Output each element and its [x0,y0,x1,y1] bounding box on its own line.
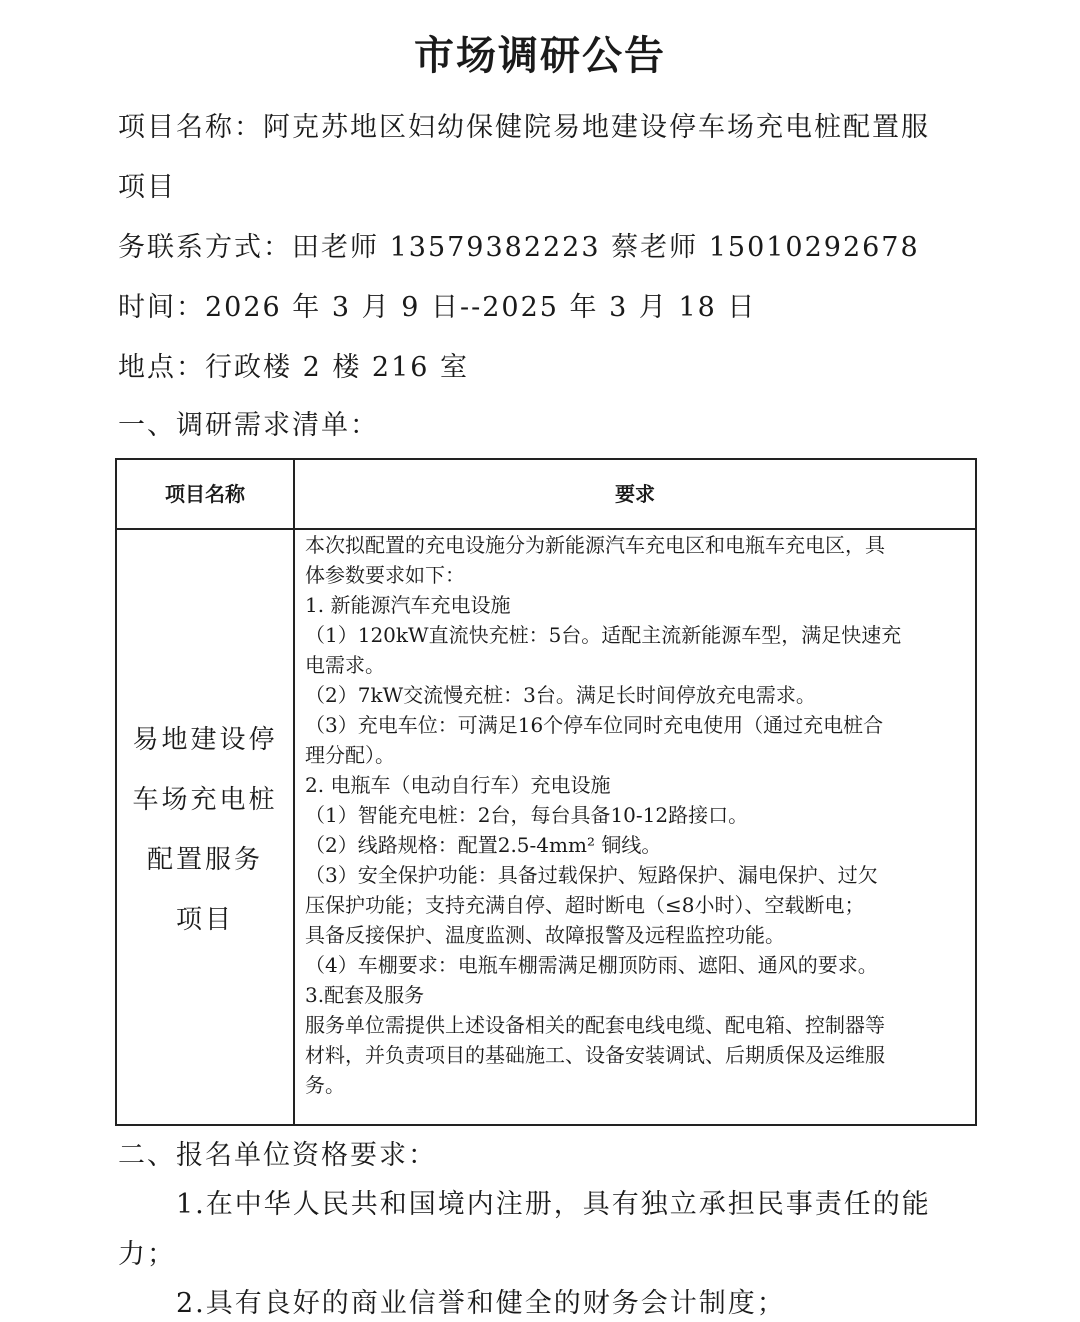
requirement-line: 材料，并负责项目的基础施工、设备安装调试、后期质保及运维服 [305,1043,885,1067]
project-name-cell-line: 项目 [175,905,234,935]
table-cell-project-name [117,710,293,950]
contact-info: 务联系方式：田老师 13579382223 蔡老师 15010292678 [118,232,920,263]
project-name-cell-line: 车场充电桩 [132,785,278,815]
location-info: 地点：行政楼 2 楼 216 室 [118,352,470,383]
requirements-table [115,458,977,1126]
requirement-line: （3）安全保护功能：具备过载保护、短路保护、漏电保护、过欠 [305,863,878,887]
requirement-line: （2）线路规格：配置2.5-4mm² 铜线。 [305,833,662,857]
requirement-line: （2）7kW交流慢充桩：3台。满足长时间停放充电需求。 [305,683,816,707]
project-name-line-1: 项目名称：阿克苏地区妇幼保健院易地建设停车场充电桩配置服 [118,112,930,143]
table-header-requirements: 要求 [615,482,655,506]
requirement-line: （4）车棚要求：电瓶车棚需满足棚顶防雨、遮阳、通风的要求。 [305,953,878,977]
requirement-line: 体参数要求如下： [305,563,465,587]
requirement-line: 3.配套及服务 [305,983,425,1007]
requirement-line: 电需求。 [305,653,385,677]
requirement-line: （1）120kW直流快充桩：5台。适配主流新能源车型，满足快速充 [305,623,902,647]
requirement-line: （1）智能充电桩：2台，每台具备10-12路接口。 [305,803,749,827]
requirement-line: 服务单位需提供上述设备相关的配套电线电缆、配电箱、控制器等 [305,1013,885,1037]
requirement-line: 理分配）。 [305,743,395,767]
requirement-line: 2. 电瓶车（电动自行车）充电设施 [305,773,611,797]
page-title: 市场调研公告 [414,33,666,79]
requirement-line: 压保护功能；支持充满自停、超时断电（≤8小时）、空载断电； [305,893,865,917]
requirement-line: 具备反接保护、温度监测、故障报警及远程监控功能。 [305,923,785,947]
requirement-line: 务。 [305,1073,345,1097]
section-2-heading: 二、报名单位资格要求： [118,1140,437,1171]
requirement-line: 1. 新能源汽车充电设施 [305,593,511,617]
qualification-1-line-2: 力； [118,1239,176,1270]
table-header-project-name: 项目名称 [165,482,245,506]
qualification-2: 2.具有良好的商业信誉和健全的财务会计制度； [176,1288,786,1319]
qualification-1-line-1: 1.在中华人民共和国境内注册，具有独立承担民事责任的能 [176,1189,931,1220]
section-1-heading: 一、调研需求清单： [118,410,379,441]
requirement-line: （3）充电车位：可满足16个停车位同时充电使用（通过充电桩合 [305,713,884,737]
time-info: 时间：2026 年 3 月 9 日--2025 年 3 月 18 日 [118,292,757,323]
project-name-cell-line: 配置服务 [146,845,263,875]
requirement-line: 本次拟配置的充电设施分为新能源汽车充电区和电瓶车充电区，具 [305,533,885,557]
table-column-divider [293,460,295,1124]
table-cell-requirements [305,530,977,1100]
project-name-cell-line: 易地建设停 [132,725,278,755]
project-name-line-2: 项目 [118,172,176,203]
